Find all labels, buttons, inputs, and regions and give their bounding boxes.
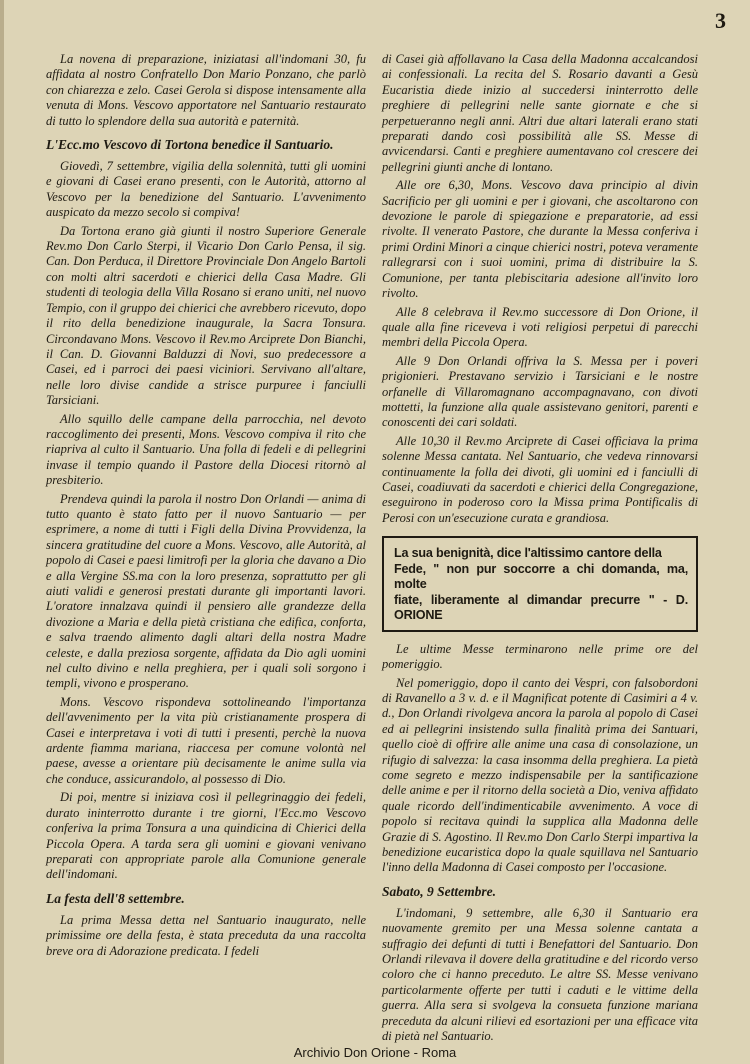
- paragraph: Nel pomeriggio, dopo il canto dei Vespri, con falsobordoni di Ravanello a 3 v. d. e il Magnificat potente di Casimiri a 4 v. d., Don Orlandi rivolgeva ancora la parola al popolo di Casei ed ai pellegrini insistendo sulla finalità prima dei Santuari, quello cioè di offrire alle anime una casa di consolazione, un rifugio di salvezza: la casa insomma della preghiera. La pietà come segreto e mezzo indispensabile per la santificazione delle anime e per il ritorno della società a Dio, veniva affidato quale ricordo dell'indimenticabile avvenimento. A voce di popolo si recitava quindi la supplica alla Madonna delle Grazie di S. Agostino. Il Rev.mo Don Carlo Sterpi impartiva la benedizione eucaristica dopo la quale squillava nel Santuario l'inno della Madonna di Casei composto per l'occasione.: [382, 675, 698, 875]
- paragraph: Alle 8 celebrava il Rev.mo successore di Don Orione, il quale alla fine riceveva i voti religiosi perpetui di parecchi membri della Piccola Opera.: [382, 304, 698, 350]
- right-column: [382, 52, 698, 1047]
- paragraph: di Casei già affollavano la Casa della Madonna accalcandosi ai confessionali. La recita del S. Rosario davanti a Gesù Eucaristia diede inizio al succedersi ininterrotto delle preghiere di pellegrini nelle sante giornate e che si perpetueranno negli anni. Altri due altari laterali erano stati preparati dando così possibilità alle SS. Messe di avvicendarsi. Canti e preghiere aumentavano col crescere dei pellegrini giunti anche di lontano.: [382, 52, 698, 174]
- page-edge: [0, 0, 4, 1064]
- section-heading: Sabato, 9 Settembre.: [382, 883, 496, 899]
- paragraph: Mons. Vescovo rispondeva sottolineando l'importanza dell'avvenimento per la vita più cristianamente prospera di Casei e interpretava i voti di tutti i presenti, perchè la nuova ardente fiamma mariana, riaccesa per comune volontà nel paese, avesse a orientare più decisamente le anime sulla via che conduce, assicurandolo, al possesso di Dio.: [46, 694, 366, 786]
- paragraph: La novena di preparazione, iniziatasi all'indomani 30, fu affidata al nostro Confratello Don Mario Ponzano, che parlò con chiarezza e zelo. Casei Gerola si dispose intensamente alla venuta di Mons. Vescovo apportatore nel Santuario restaurato di tutto lo splendore della sua autorità e paternità.: [46, 52, 366, 128]
- left-column: [46, 52, 366, 962]
- section-heading: L'Ecc.mo Vescovo di Tortona benedice il Santuario.: [46, 137, 334, 153]
- quote-line: fiate, liberamente al dimandar precurre " - D. ORIONE: [394, 592, 688, 623]
- paragraph: Prendeva quindi la parola il nostro Don Orlandi — anima di tutto quanto è stato fatto per il nuovo Santuario — per esprimere, a nome di tutti i Figli della Divina Provvidenza, la sincera gratitudine del cuore a Mons. Vescovo, alle Autorità, al popolo di Casei e paesi limitrofi per la gloria che davano a Dio e alla Vergine SS.ma con la loro presenza, soprattutto per gli aiuti validi e generosi prestati durante gli importanti lavori. L'oratore innalzava quindi il pensiero alle grandezze della divozione a Maria e della pietà cristiana che edifica, conforta, e salva traendo alimento dagli altari della nostra Madre celeste, e dalla preziosa sorgente, affidata da Dio agli uomini nel culto divino e nella preghiera, per i quali soli sorgono i templi, vivono e prosperano.: [46, 491, 366, 691]
- paragraph: Allo squillo delle campane della parrocchia, nel devoto raccoglimento dei presenti, Mons. Vescovo compiva il rito che riapriva al culto il Santuario. Una folla di fedeli e di pellegrini invase il tempio quando il Pastore della Diocesi ritornò al presbiterio.: [46, 411, 366, 488]
- paragraph: Di poi, mentre si iniziava così il pellegrinaggio dei fedeli, durato ininterrotto durante i tre giorni, l'Ecc.mo Vescovo conferiva la prima Tonsura a una quindicina di Chierici della Piccola Opera. A tarda sera gli uomini e giovani venivano preparati con appropriate parole alla Comunione generale dell'indomani.: [46, 790, 366, 882]
- archive-footer: Archivio Don Orione - Roma: [293, 1045, 457, 1060]
- paragraph: L'indomani, 9 settembre, alle 6,30 il Santuario era nuovamente gremito per una Messa solenne cantata a suffragio dei defunti di tutti i Benefattori del Santuario. Don Orlandi rilevava il dovere della gratitudine e del ricordo verso coloro che ci hanno preceduto. Le altre SS. Messe venivano particolarmente offerte per tutti i caduti e le vittime della guerra. Alla sera si svolgeva la consueta funzione mariana preceduta da alcuni rilievi ed esortazioni per una efficace vita di pietà nel Santuario.: [382, 905, 698, 1044]
- paragraph: Alle 9 Don Orlandi offriva la S. Messa per i poveri prigionieri. Prestavano servizio i Tarsiciani e le nostre orfanelle di Villaromagnano accompagnavano, con divoti mottetti, la funzione alla quale assistevano genitori, parenti e conoscenti dei cari soldati.: [382, 353, 698, 430]
- paragraph: Le ultime Messe terminarono nelle prime ore del pomeriggio.: [382, 641, 698, 672]
- quote-line: La sua benignità, dice l'altissimo cantore della: [394, 546, 662, 561]
- page-number: 3: [715, 8, 726, 33]
- section-heading: La festa dell'8 settembre.: [46, 890, 185, 906]
- paragraph: Da Tortona erano già giunti il nostro Superiore Generale Rev.mo Don Carlo Sterpi, il Vicario Don Carlo Pensa, il sig. Can. Don Perduca, il Direttore Provinciale Don Angelo Bartoli con molti altri sacerdoti e chierici della Casa Madre. Gli studenti di teologia della Villa Rosano si erano uniti, nel nuovo Tempio, con il gruppo dei chierici che avrebbero ricevuto, dopo il rito della benedizione inaugurale, la Sacra Tonsura. Circondavano Mons. Vescovo il Rev.mo Arciprete Don Bianchi, il Can. D. Giovanni Balduzzi di Novi, suo predecessore a Casei, ed i parroci dei paesi viciniori. Servivano all'altare, nelle loro divise candide a strisce purpuree i fanciulli Tarsiciani.: [46, 223, 366, 408]
- paragraph: Alle ore 6,30, Mons. Vescovo dava principio al divin Sacrificio per gli uomini e per i giovani, che ascoltarono con devozione le parole di spiegazione e preparatorie, ad essi rivolte. Il venerato Pastore, che durante la Messa conferiva i primi Ordini Minori a cinque chierici nostri, poteva veramente rallegrarsi con i suoi uomini, prima di distribuire la S. Comunione, per tanta plebiscitaria adesione all'invito loro rivolto.: [382, 178, 698, 301]
- paragraph: La prima Messa detta nel Santuario inaugurato, nelle primissime ore della festa, è stata preceduta da una raccolta breve ora di Adorazione predicata. I fedeli: [46, 912, 366, 958]
- paragraph: Giovedì, 7 settembre, vigilia della solennità, tutti gli uomini e giovani di Casei erano presenti, con le Autorità, attorno al Vescovo per la benedizione del Santuario. L'avvenimento auspicato da mezzo secolo si compiva!: [46, 159, 366, 220]
- paragraph: Alle 10,30 il Rev.mo Arciprete di Casei officiava la prima solenne Messa cantata. Nel Santuario, che vedeva rinnovarsi continuamente la folla dei divoti, gli uomini ed i fanciulli di Casei, coadiuvati da sacerdoti e chierici della Congregazione, eseguirono in poderoso coro la Missa prima Pontificalis di Perosi con un'esecuzione curata e grandiosa.: [382, 433, 698, 525]
- quote-line: Fede, " non pur soccorre a chi domanda, ma, molte: [394, 561, 688, 592]
- quote-box: [382, 536, 698, 632]
